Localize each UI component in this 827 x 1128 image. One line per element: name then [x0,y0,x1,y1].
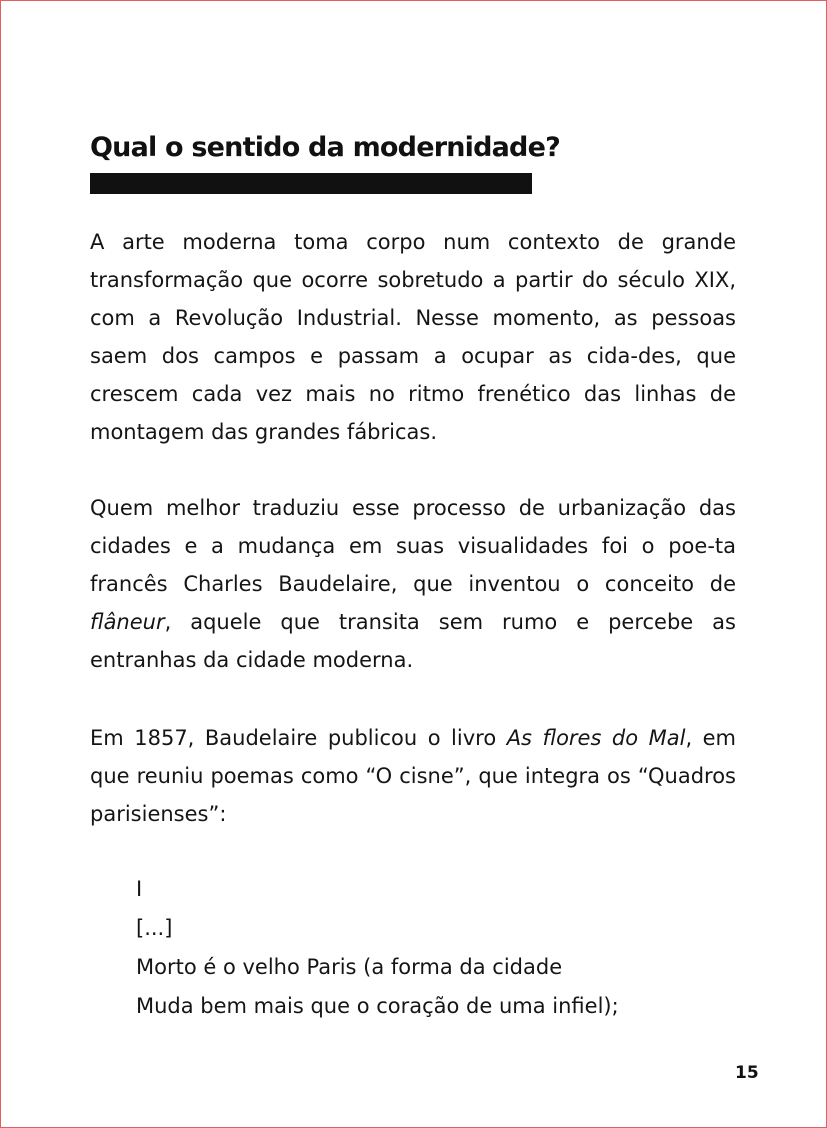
paragraph-3-text-end: , em que reuniu poemas como “O cisne”, que integra os “Quadros parisienses”: [90,726,736,826]
paragraph-3-text-start: Em 1857, Baudelaire publicou o livro [90,726,507,750]
poem-excerpt [136,870,619,1026]
paragraph-3 [90,719,736,833]
poem-line-4: Muda bem mais que o coração de uma infiel); [136,994,619,1018]
poem-line-3: Morto é o velho Paris (a forma da cidade [136,955,563,979]
poem-line-1: I [136,877,143,901]
heading-underline-bar [90,173,532,194]
paragraph-2-italic-term: flâneur [90,610,165,634]
paragraph-2-text-end: , aquele que transita sem rumo e percebe as entranhas da cidade moderna. [90,610,736,672]
paragraph-2 [90,489,736,679]
paragraph-2-text-start: Quem melhor traduziu esse processo de urbanização das cidades e a mudança em suas visualidades foi o poe-ta francês Charles Baudelaire, que inventou o conceito de [90,496,736,596]
section-heading: Qual o sentido da modernidade? [90,132,560,163]
paragraph-3-book-title: As flores do Mal [506,726,686,750]
page-number: 15 [735,1063,759,1083]
poem-line-2: [...] [136,916,173,940]
paragraph-1: A arte moderna toma corpo num contexto de grande transformação que ocorre sobretudo a partir do século XIX, com a Revolução Industrial. Nesse momento, as pessoas saem dos campos e passam a ocupar as cida-des, que crescem cada vez mais no ritmo frenético das linhas de montagem das grandes fábricas. [90,230,736,444]
